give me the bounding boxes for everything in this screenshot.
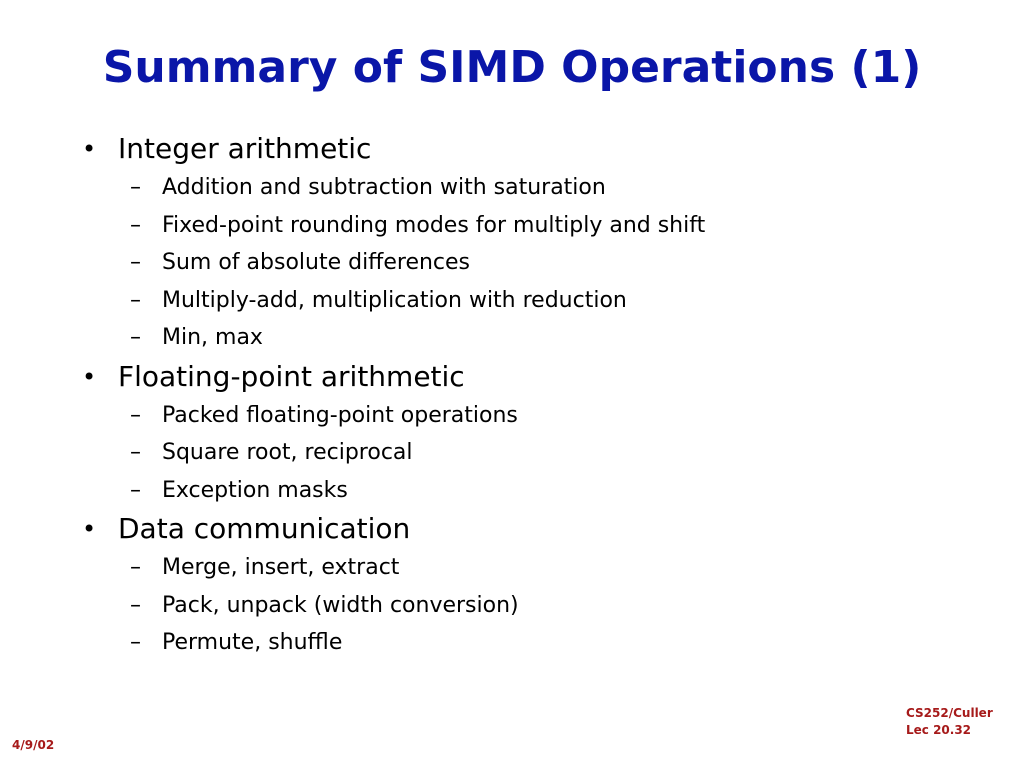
dash-marker: – bbox=[130, 440, 141, 465]
sub-bullet-text: Merge, insert, extract bbox=[162, 555, 400, 580]
dash-marker: – bbox=[130, 555, 141, 580]
bullet-marker: • bbox=[82, 135, 97, 163]
footer-course-info bbox=[906, 705, 993, 739]
bullet-item bbox=[82, 509, 982, 549]
section-integer-arithmetic bbox=[82, 129, 982, 357]
sub-bullet-item bbox=[82, 587, 982, 625]
lecture-label: Lec 20.32 bbox=[906, 723, 972, 737]
sub-bullet-item bbox=[82, 207, 982, 245]
sub-bullet-text: Exception masks bbox=[162, 477, 348, 503]
dash-marker: – bbox=[130, 175, 141, 200]
bullet-text: Data communication bbox=[118, 512, 411, 545]
bullet-text: Integer arithmetic bbox=[118, 132, 372, 165]
sub-bullet-text: Sum of absolute differences bbox=[162, 250, 471, 275]
sub-bullet-text: Packed floating-point operations bbox=[162, 402, 518, 428]
dash-marker: – bbox=[130, 477, 141, 503]
slide-body bbox=[82, 129, 982, 662]
footer-date: 4/9/02 bbox=[12, 738, 55, 752]
dash-marker: – bbox=[130, 592, 141, 618]
dash-marker: – bbox=[130, 287, 141, 313]
sub-bullet-item bbox=[82, 282, 982, 320]
sub-bullet-item bbox=[82, 624, 982, 662]
section-data-communication bbox=[82, 509, 982, 662]
bullet-text: Floating-point arithmetic bbox=[118, 359, 465, 393]
dash-marker: – bbox=[130, 630, 141, 655]
sub-bullet-item bbox=[82, 472, 982, 510]
sub-bullet-item bbox=[82, 169, 982, 207]
sub-bullet-item bbox=[82, 397, 982, 435]
sub-bullet-text: Fixed-point rounding modes for multiply and shift bbox=[162, 212, 706, 238]
sub-bullet-text: Permute, shuffle bbox=[162, 630, 343, 655]
sub-bullet-text: Multiply-add, multiplication with reduction bbox=[162, 287, 627, 313]
dash-marker: – bbox=[130, 325, 141, 350]
sub-bullet-text: Square root, reciprocal bbox=[162, 440, 413, 465]
dash-marker: – bbox=[130, 402, 141, 428]
dash-marker: – bbox=[130, 212, 141, 238]
sub-bullet-item bbox=[82, 319, 982, 357]
section-floating-point-arithmetic bbox=[82, 357, 982, 510]
bullet-marker: • bbox=[82, 515, 97, 543]
sub-bullet-text: Min, max bbox=[162, 325, 263, 350]
bullet-marker: • bbox=[82, 362, 97, 391]
slide-title: Summary of SIMD Operations (1) bbox=[102, 42, 922, 93]
sub-bullet-item bbox=[82, 244, 982, 282]
sub-bullet-item bbox=[82, 434, 982, 472]
sub-bullet-text: Addition and subtraction with saturation bbox=[162, 175, 606, 200]
sub-bullet-item bbox=[82, 549, 982, 587]
dash-marker: – bbox=[130, 250, 141, 275]
bullet-item bbox=[82, 129, 982, 169]
bullet-item bbox=[82, 357, 982, 397]
course-label: CS252/Culler bbox=[906, 706, 993, 720]
sub-bullet-text: Pack, unpack (width conversion) bbox=[162, 592, 519, 618]
